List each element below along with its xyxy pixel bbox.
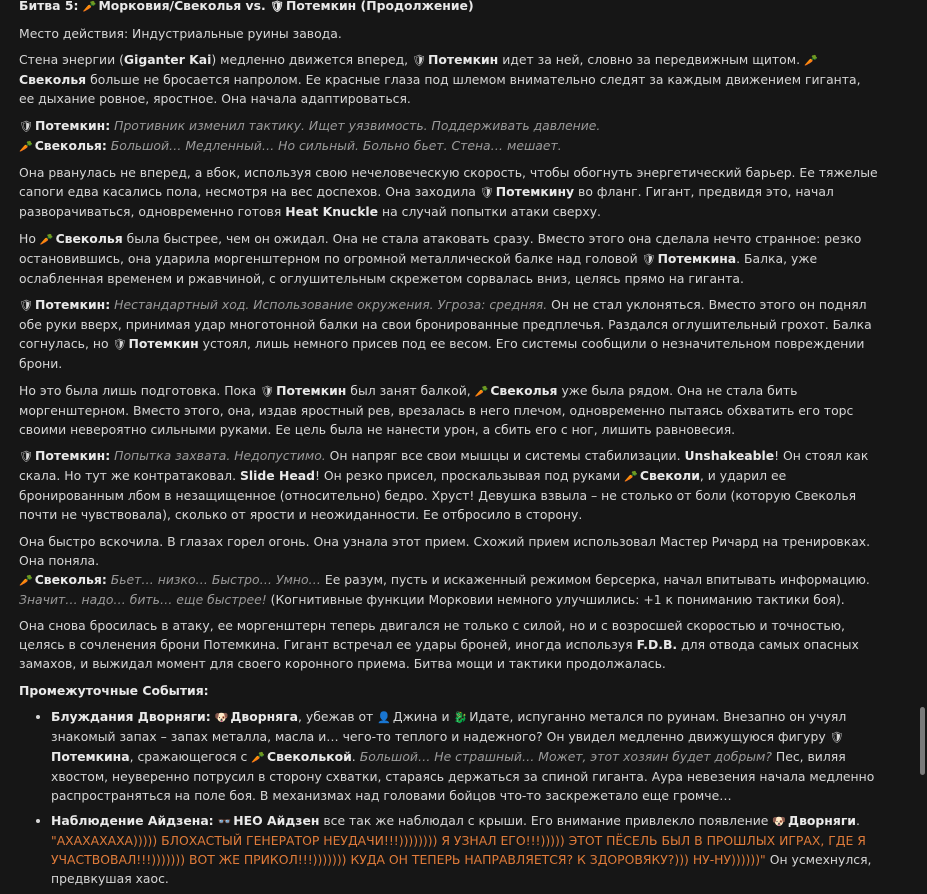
chat-message [19,0,879,894]
text: , сражающегося с [129,749,248,764]
paragraph-7 [19,532,879,609]
skill-name: Heat Knuckle [285,204,379,219]
scrollbar-thumb[interactable] [920,707,925,775]
character-name: Потемкин [128,336,199,351]
text: была быстрее, чем он ожидал. Она не стала атаковать сразу. Вместо этого она сделала нечто странное: резко остановившись, она ударила моргенштерном по огромной металлической балке над головой [19,230,862,266]
event-heading: Наблюдение Айдзена: [51,813,214,828]
carrot-icon: 🥕 [39,232,54,246]
text: Стена энергии ( [19,52,124,67]
text: уже была рядом. Она не стала бить моргенштерном. Вместо этого, она, издав яростный рев, врезалась в него плечом, одновременно пытаясь обхватить его торс своими невероятно сильными руками. Ее цель была не нанести урон, а сбить его с ног, лишить равновесия. [19,382,854,437]
quote-text: "АХАХАХАХА))))) БЛОХАСТЫЙ ГЕНЕРАТОР НЕУДАЧИ!!!)))))))) Я УЗНАЛ ЕГО!!!))))) ЭТОТ ПЁСЕЛЬ БЫЛ В ПРОШЛЫХ ИГРАХ, ГДЕ Я УЧАСТВОВАЛ!!!))))))) ВОТ ЖЕ ПРИКОЛ!!!))))))) КУДА ОН ТЕПЕРЬ НАПРАВЛЯЕТСЯ? К ЗДОРОВЯКУ?))) НУ-НУ))))))" [51,833,866,867]
text: , и ударил ее бронированным лбом в незащищенное (относительно) бедро. Хруст! Девушка взвыла – не столько от боли (которую Свеколья почти не чувствовала), сколько от ярости и неожиданности. Ее отбросило в сторону. [19,468,857,522]
shield-icon: 🛡 [260,384,275,398]
dialogue-block [19,116,879,156]
text: . Балка, уже ослабленная временем и ржавчиной, с оглушительным скрежетом сорвалась вниз, целясь прямо на гиганта. [19,250,818,286]
text: и [441,709,450,724]
skill-name: Giganter Kai [123,52,212,67]
dog-icon: 🐶 [214,711,229,724]
skill-name: F.D.B. [636,637,678,652]
character-name: Дворняга [230,709,298,724]
text: во фланг. Гигант, предвидя это, начал разворачиваться, одновременно готовя [19,184,834,219]
shield-icon: 🛡 [479,186,494,199]
character-name: Потемкин [276,382,347,398]
scrollbar-track[interactable] [918,0,927,802]
carrot-icon: 🥕 [19,139,33,153]
text: , убежав от [297,709,374,724]
shield-icon: 🛡 [19,299,33,312]
list-item [51,707,879,805]
text: идет за ней, словно за передвижным щитом. [502,52,801,67]
dog-icon: 🐶 [772,815,787,828]
speaker-name: Потемкин: [34,297,111,312]
text: Она снова бросилась в атаку, ее моргенштерн теперь двигался не только с силой, но и с возросшей скоростью и точностью, целясь в сочленения брони Потемкина. Гигант встречал ее удары броней, иногда используя [19,618,845,652]
title-name-1: Морковия/Свеколья [98,0,242,13]
thought-text: Противник изменил тактику. Ищет уязвимость. Поддерживать давление. [114,117,601,133]
carrot-icon: 🥕 [624,470,638,483]
text: Он напряг все свои мышцы и системы стабилизации. [329,448,681,463]
carrot-icon: 🥕 [251,751,266,764]
glasses-icon: 👓 [217,815,232,828]
list-item [51,811,879,888]
shield-icon: 🛡 [829,731,844,744]
text: Она рванулась не вперед, а вбок, используя свою нечеловеческую скорость, чтобы обогнуть энергетический барьер. Ее тяжелые сапоги едва касались пола, несмотря на вес доспехов. Она заходила [19,165,878,199]
character-name: Потемкин [428,52,499,67]
character-name: Джина [392,709,438,724]
carrot-icon: 🥕 [474,384,489,398]
text: ) медленно движется вперед, [211,52,409,67]
person-icon: 👤 [377,711,391,724]
text: , испуганно метался по руинам. Внезапно он учуял знакомый запах – запах металла, масла и… чего-то теплого и надежного? Он увидел медленно движущуюся фигуру [51,709,847,744]
speaker-name: Потемкин: [34,117,111,133]
skill-name: Unshakeable [684,448,775,463]
character-name: Идате [469,709,510,724]
text: Пес, виляя хвостом, неуверенно потрусил в сторону схватки, стараясь держаться за спиной гиганта. Аура невезения начала медленно распространяться на поле боя. В механизмах над головами бойцов что-то заскрежетало еще громче… [51,749,875,803]
paragraph-2 [19,163,879,221]
thought-text: Нестандартный ход. Использование окружения. Угроза: средняя. [114,297,548,312]
battle-title [19,0,879,16]
title-vs: vs. [245,0,266,13]
text: для отвода самых опасных замахов, и выжидал момент для своего коронного приема. Битва мощи и тактики продолжалась. [19,637,859,671]
text: . [855,813,860,828]
event-heading: Блуждания Дворняги: [51,709,211,724]
paragraph-4 [19,295,879,373]
character-name: Свеколья [55,230,123,246]
shield-icon: 🛡 [19,450,33,463]
shield-icon: 🛡 [641,252,656,266]
skill-name: Slide Head [239,468,315,483]
text: Она быстро вскочила. В глазах горел огонь. Она узнала этот прием. Схожий прием использовал Мастер Ричард на тренировках. Она поняла. [19,533,871,568]
character-name: Свеколькой [267,749,352,764]
character-name: Потемкина [657,250,737,266]
paragraph-6 [19,446,879,524]
text: больше не бросается напролом. Ее красные глаза под шлемом внимательно следят за каждым движением гиганта, ее дыхание ровное, яростное. Она начала адаптироваться. [19,72,861,106]
text: Он не стал уклоняться. Вместо этого он поднял обе руки вверх, принимая удар многотонной балки на свои бронированные предплечья. Раздался оглушительный грохот. Балка согнулась, но [19,297,872,351]
text: Но [19,230,36,246]
character-name: Свеколи [639,468,700,483]
text: ! Он резко присел, проскальзывая под руками [315,468,621,483]
thought-text: Значит… надо… бить… еще быстрее! [19,591,267,607]
carrot-icon: 🥕 [803,54,818,67]
text: устоял, лишь немного присев под ее весом. Его системы сообщили о незначительном повреждении брони. [19,336,865,371]
location-line: Место действия: Индустриальные руины завода. [19,25,342,41]
paragraph-3 [19,229,879,288]
speaker-name: Свеколья: [34,137,107,153]
text: ! Он стоял как скала. Но тут же контратаковал. [19,448,869,483]
text: . [351,749,356,764]
character-name: Дворняги [788,813,856,828]
thought-text: Большой… Медленный… Но сильный. Больно бьет. Стена… мешает. [110,137,562,153]
paragraph-8 [19,616,879,673]
speaker-name: Свеколья: [34,571,107,587]
character-name: Свеколья [490,382,558,398]
title-prefix: Битва 5: [19,0,79,13]
shield-icon: 🛡 [412,54,426,67]
carrot-icon: 🥕 [19,573,33,587]
text: все так же наблюдал с крыши. Его внимание привлекло появление [323,813,769,828]
section-title: Промежуточные События: [19,682,209,698]
character-name: Потемкина [51,749,130,764]
shield-icon: 🛡 [19,119,33,133]
carrot-icon: 🥕 [82,0,97,13]
character-name: Потемкину [495,184,575,199]
paragraph-5 [19,381,879,439]
text: Но это была лишь подготовка. Пока [19,382,257,398]
character-name: НЕО Айдзен [233,813,320,828]
thought-text: Попытка захвата. Недопустимо. [114,448,326,463]
text: Он усмехнулся, предвкушая хаос. [51,852,872,886]
shield-icon: 🛡 [270,0,284,13]
text: (Когнитивные функции Морковии немного улучшились: +1 к пониманию тактики боя). [270,591,845,607]
title-name-2: Потемкин (Продолжение) [286,0,474,13]
paragraph-1 [19,50,879,108]
thought-text: Бьет… низко… Быстро… Умно… [110,571,321,587]
text: Ее разум, пусть и искаженный режимом берсерка, начал впитывать информацию. [324,571,870,587]
events-list [19,707,879,888]
text: на случай попытки атаки сверху. [382,204,601,219]
section-heading [19,681,879,700]
character-name: Свеколья [19,72,87,87]
shield-icon: 🛡 [112,338,127,351]
speaker-name: Потемкин: [34,448,111,463]
dragon-icon: 🐉 [453,711,468,724]
thought-text: Большой… Не страшный… Может, этот хозяин будет добрым? [359,749,772,764]
text: был занят балкой, [350,382,471,398]
